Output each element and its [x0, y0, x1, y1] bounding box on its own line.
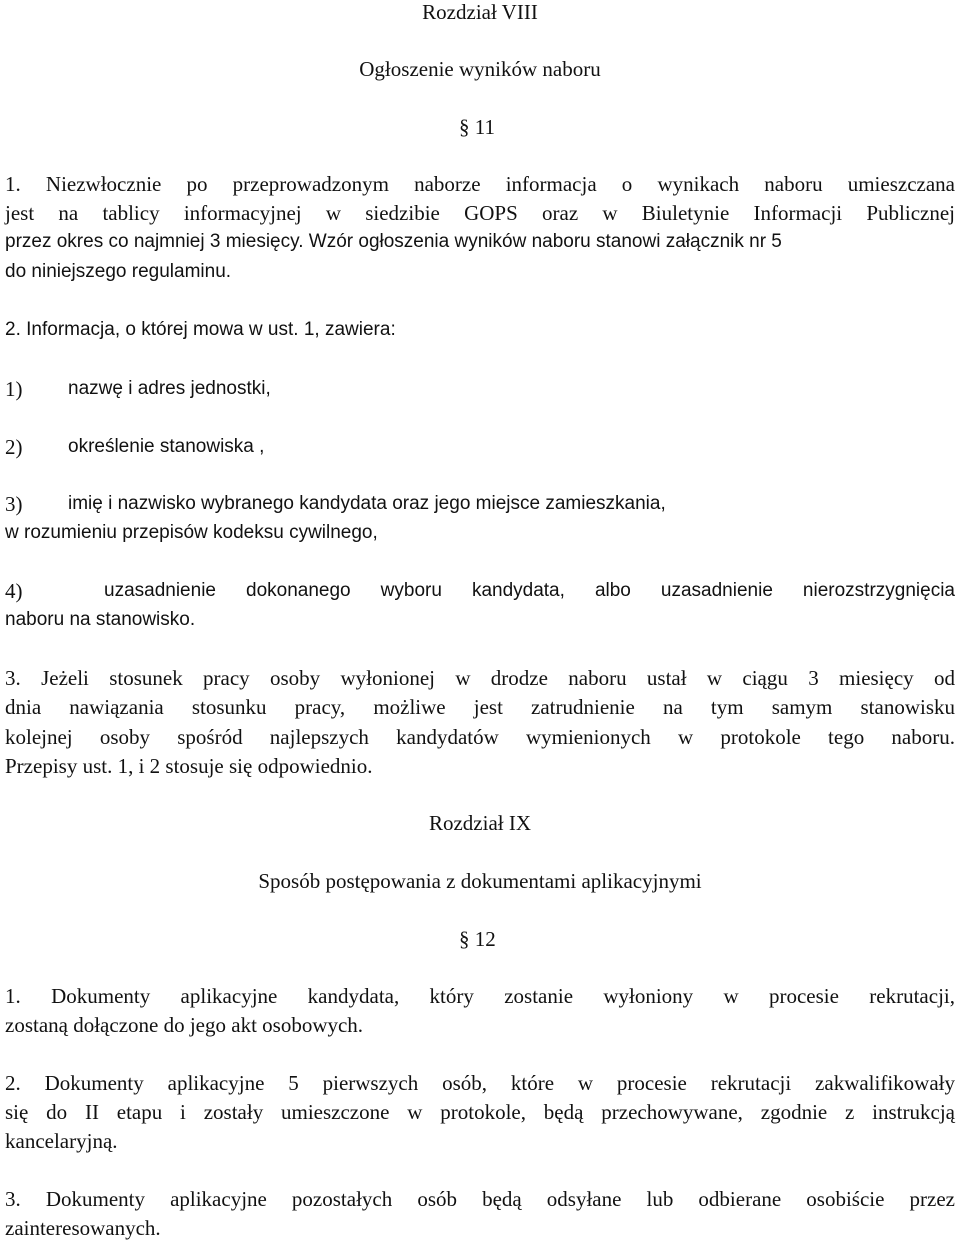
list-item-text: imię i nazwisko wybranego kandydata oraz jego miejsce zamieszkania, — [68, 493, 666, 514]
paragraph-2-line-1: 2. Dokumenty aplikacyjne 5 pierwszych osób, które w procesie rekrutacji zakwalifikowały — [5, 1071, 955, 1095]
list-item-continuation: naboru na stanowisko. — [5, 609, 196, 630]
list-item-continuation: w rozumieniu przepisów kodeksu cywilnego, — [5, 522, 378, 543]
paragraph-3-line-4: Przepisy ust. 1, i 2 stosuje się odpowiednio. — [5, 754, 373, 778]
paragraph-3-line-3: kolejnej osoby spośród najlepszych kandydatów wymienionych w protokole tego naboru. — [5, 725, 955, 749]
chapter-8-subtitle: Ogłoszenie wyników naboru — [359, 57, 601, 81]
paragraph-3-line-2: zainteresowanych. — [5, 1216, 161, 1240]
list-item-text: określenie stanowiska , — [68, 436, 265, 457]
chapter-8-title: Rozdział VIII — [422, 0, 538, 24]
section-12-heading: § 12 — [459, 927, 496, 951]
list-item-number: 4) — [5, 579, 23, 603]
paragraph-1-line-1: 1. Niezwłocznie po przeprowadzonym naborze informacja o wynikach naboru umieszczana — [5, 172, 955, 196]
chapter-9-title: Rozdział IX — [428, 811, 532, 835]
paragraph-3-line-1: 3. Jeżeli stosunek pracy osoby wyłonionej w drodze naboru ustał w ciągu 3 miesięcy od — [5, 666, 955, 690]
paragraph-1-line-2: zostaną dołączone do jego akt osobowych. — [5, 1013, 364, 1037]
list-item-text: nazwę i adres jednostki, — [68, 378, 271, 399]
paragraph-2-line-1-part-a: 2. Informacja, o której mowa w ust. — [5, 319, 299, 340]
paragraph-1-line-1: 1. Dokumenty aplikacyjne kandydata, który zostanie wyłoniony w procesie rekrutacji, — [5, 984, 955, 1008]
list-item-text: uzasadnienie dokonanego wyboru kandydata, albo uzasadnienie nierozstrzygnięcia — [104, 580, 955, 601]
list-item-number: 1) — [5, 377, 23, 401]
paragraph-2-line-1-part-b: 1, zawiera: — [303, 319, 396, 340]
list-item-number: 2) — [5, 435, 23, 459]
paragraph-1-line-3-part-a: przez okres co najmniej 3 miesięcy. — [5, 231, 304, 252]
paragraph-3-line-1: 3. Dokumenty aplikacyjne pozostałych osób będą odsyłane lub odbierane osobiście przez — [5, 1187, 955, 1211]
paragraph-1-line-4: do niniejszego regulaminu. — [5, 261, 232, 282]
paragraph-1-line-2: jest na tablicy informacyjnej w siedzibie GOPS oraz w Biuletynie Informacji Publicznej — [5, 201, 955, 225]
section-11-heading: § 11 — [459, 115, 495, 139]
paragraph-2-line-2: się do II etapu i zostały umieszczone w protokole, będą przechowywane, zgodnie z instrukcją — [5, 1100, 955, 1124]
list-item-number: 3) — [5, 492, 23, 516]
paragraph-2-line-1 — [5, 320, 396, 339]
chapter-9-subtitle: Sposób postępowania z dokumentami aplikacyjnymi — [258, 869, 702, 893]
paragraph-3-line-2: dnia nawiązania stosunku pracy, możliwe jest zatrudnienie na tym samym stanowisku — [5, 695, 955, 719]
paragraph-2-line-3: kancelaryjną. — [5, 1129, 118, 1153]
paragraph-1-line-3 — [5, 232, 955, 251]
paragraph-1-line-3-part-b: Wzór ogłoszenia wyników naboru stanowi załącznik nr 5 — [308, 231, 782, 252]
